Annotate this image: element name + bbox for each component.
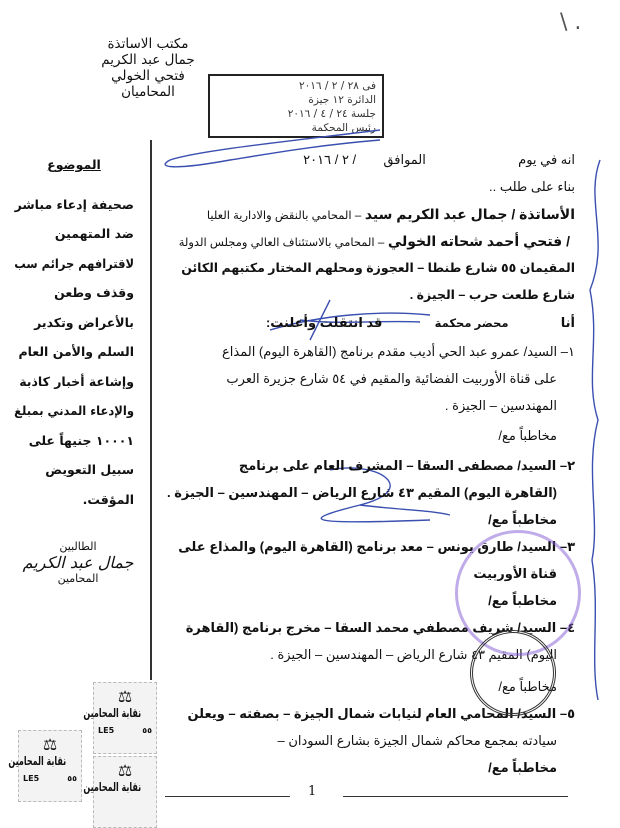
office-line: المحاميان bbox=[121, 84, 175, 100]
requester-desc: – المحامي بالاستئناف العالي ومجلس الدولة bbox=[178, 237, 385, 249]
defendant-line: قناة الأوربيت bbox=[473, 566, 557, 581]
day-label: انه في يوم bbox=[518, 152, 575, 167]
handwritten-signature: جمال عبد الكريم bbox=[22, 553, 134, 572]
subject-line: لاقترافهم جرائم سب bbox=[14, 255, 134, 271]
requester-desc: – المحامي بالنقض والادارية العليا bbox=[206, 210, 362, 222]
subject-line: وقذف وطعن bbox=[54, 285, 134, 300]
date-line bbox=[160, 152, 575, 168]
moved-label: قد انتقلت وأعلنت: bbox=[265, 315, 383, 330]
corner-mark: \ . bbox=[560, 10, 582, 35]
signature-block bbox=[18, 540, 138, 585]
subject-title: الموضوع bbox=[47, 157, 101, 172]
column-divider bbox=[150, 140, 152, 680]
requester-name: الأساتذة / جمال عبد الكريم سيد bbox=[364, 206, 575, 222]
office-line: فتحي الخولي bbox=[111, 68, 185, 84]
subject-line: صحيفة إدعاء مباشر bbox=[14, 196, 134, 212]
addressed-with: مخاطباً مع/ bbox=[488, 593, 557, 608]
addressed-with: مخاطباً مع/ bbox=[498, 679, 557, 694]
address-line: شارع طلعت حرب – الجيزة . bbox=[409, 288, 575, 302]
addressed-with: مخاطباً مع/ bbox=[498, 428, 557, 443]
footer-rule bbox=[165, 796, 290, 797]
addressed-with: مخاطباً مع/ bbox=[488, 760, 557, 775]
defendant-line: ٣– السيد/ طارق يونس – معد برنامج (القاهرة اليوم) والمذاع على bbox=[178, 539, 575, 554]
office-line: جمال عبد الكريم bbox=[101, 52, 195, 68]
stamp-value: LE5 bbox=[23, 774, 40, 783]
requester-name: / فتحي أحمد شحاته الخولي bbox=[387, 233, 570, 249]
defendant-line: سيادته بمجمع محاكم شمال الجيزة بشارع السودان – bbox=[277, 733, 557, 748]
defendant-line: المهندسين – الجيزة . bbox=[444, 398, 557, 413]
defendant-line: ٥– السيد/ المحامي العام لنيابات شمال الجيزة – بصفته – ويعلن bbox=[187, 706, 575, 721]
stamp-session: جلسة ٢٤ / ٤ / ٢٠١٦ bbox=[287, 108, 376, 120]
bailiff-label: محضر محكمة bbox=[434, 318, 509, 330]
scales-icon: ⚖ bbox=[117, 761, 133, 780]
subject-line: بالأعراض وتكدير bbox=[34, 314, 134, 330]
office-line: مكتب الاساتذة bbox=[107, 36, 189, 52]
stamp-label: نقابة المحامين bbox=[83, 780, 142, 794]
page-number: 1 bbox=[308, 784, 317, 799]
signature-caption: المحامين bbox=[57, 572, 99, 585]
revenue-stamp bbox=[83, 756, 157, 828]
stamp-label: نقابة المحامين bbox=[83, 706, 142, 720]
defendant-line: ٤– السيد/ شريف مصطفي محمد السقا – مخرج برنامج (القاهرة bbox=[185, 620, 575, 635]
stamp-circuit: الدائرة ١٢ جيزة bbox=[308, 94, 376, 106]
defendant-line: ١– السيد/ عمرو عبد الحي أديب مقدم برنامج (القاهرة اليوم) المذاع bbox=[222, 344, 575, 359]
scales-icon: ⚖ bbox=[42, 735, 58, 754]
defendant-line: اليوم) المقيم ٤٣ شارع الرياض – المهندسين – الجيزة . bbox=[270, 647, 557, 662]
stamp-judge: رئيس المحكمة bbox=[311, 122, 376, 134]
subject-line: والإدعاء المدني بمبلغ bbox=[14, 403, 135, 418]
page-footer bbox=[165, 784, 580, 804]
defendant-line: على قناة الأوربيت الفضائية والمقيم في ٥٤ شارع جزيرة العرب bbox=[226, 371, 557, 386]
agreed-label: الموافق bbox=[383, 152, 426, 167]
subject-line: سبيل التعويض bbox=[45, 462, 134, 477]
upon-request: بناء على طلب .. bbox=[489, 179, 575, 194]
revenue-stamp bbox=[83, 682, 157, 754]
subject-column bbox=[14, 150, 134, 514]
signature-title: الطالبين bbox=[59, 540, 97, 553]
subject-line: ضد المتهمين bbox=[54, 226, 134, 241]
stamp-value-ar: ٥٥ bbox=[67, 774, 77, 783]
stamp-date: فى ٢٨ / ٢ / ٢٠١٦ bbox=[298, 80, 376, 92]
defendant-line: ٢– السيد/ مصطفى السقا – المشرف العام على برنامج bbox=[238, 458, 575, 473]
address-line: المقيمان ٥٥ شارع طنطا – العجوزة ومحلهم المختار مكتبهم الكائن bbox=[181, 261, 575, 275]
margin-handwriting bbox=[590, 160, 600, 700]
footer-rule bbox=[343, 796, 568, 797]
subject-line: السلم والأمن العام bbox=[18, 344, 134, 359]
ana-label: أنا bbox=[560, 315, 575, 330]
defendant-line: (القاهرة اليوم) المقيم ٤٣ شارع الرياض – المهندسين – الجيزة . bbox=[166, 485, 557, 500]
date-value: / ٢ / ٢٠١٦ bbox=[303, 152, 357, 167]
stamp-value: LE5 bbox=[98, 726, 115, 735]
subject-line: المؤقت. bbox=[82, 491, 134, 507]
subject-line: وإشاعة أخبار كاذبة bbox=[19, 373, 134, 389]
addressed-with: مخاطباً مع/ bbox=[488, 512, 557, 527]
ministry-of-justice-seal bbox=[470, 630, 556, 716]
scales-icon: ⚖ bbox=[117, 687, 133, 706]
subject-line: ١٠٠٠١ جنيهاً على bbox=[28, 432, 134, 448]
stamp-value-ar: ٥٥ bbox=[142, 726, 152, 735]
stamp-label: نقابة المحامين bbox=[8, 754, 67, 768]
